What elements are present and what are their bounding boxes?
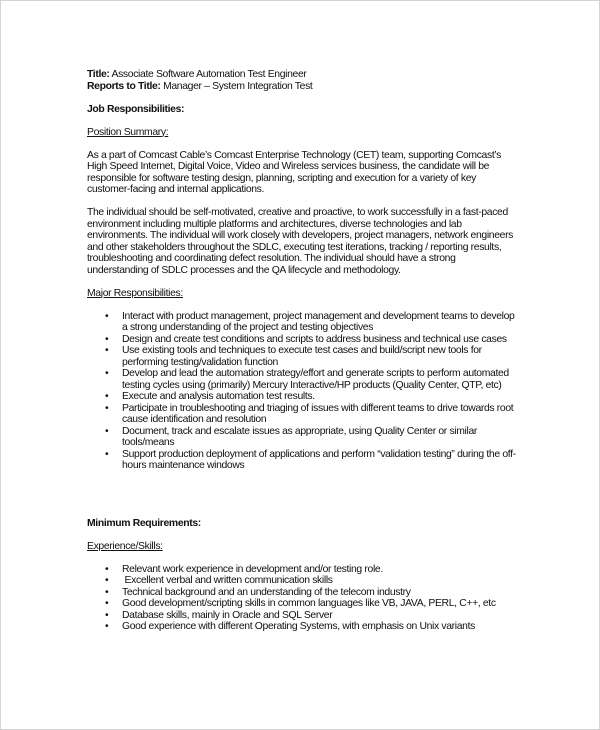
document-content [87, 69, 519, 633]
list-item: • Database skills, mainly in Oracle and SQL Server [87, 610, 519, 622]
list-item: • Good experience with different Operating Systems, with emphasis on Unix variants [87, 621, 519, 633]
minimum-requirements-heading: Minimum Requirements: [87, 517, 201, 529]
reports-to-value: Manager – System Integration Test [160, 80, 313, 92]
title-value: Associate Software Automation Test Engineer [109, 69, 307, 80]
position-summary-heading: Position Summary: [87, 126, 169, 138]
list-item: • Interact with product management, project management and development teams to develop a strong understanding of the project and testing objectives [87, 311, 519, 334]
list-item: • Design and create test conditions and scripts to address business and technical use cases [87, 334, 519, 346]
reports-to-line [87, 81, 519, 93]
summary-paragraph-2: The individual should be self-motivated, creative and proactive, to work successfully in a fast-paced environment including multiple platforms and architectures, diverse technologies and lab environments. The individual will work closely with developers, project managers, network engineers and other stakeholders throughout the SDLC, executing test iterations, tracking / reporting results, troubleshooting and coordinating defect resolution. The individual should have a strong understanding of SDLC processes and the QA lifecycle and methodology. [87, 207, 514, 276]
summary-paragraph-1: As a part of Comcast Cable’s Comcast Enterprise Technology (CET) team, supporting Comcast’s High Speed Internet, Digital Voice, Video and Wireless services business, the candidate will be responsible for software testing design, planning, scripting and execution for a variety of key customer-facing and internal applications. [87, 149, 501, 195]
list-item: • Execute and analysis automation test results. [87, 391, 519, 403]
title-label: Title: [87, 69, 110, 80]
list-item: • Document, track and escalate issues as appropriate, using Quality Center or similar tools/means [87, 426, 519, 449]
major-responsibilities-list [87, 311, 519, 472]
job-responsibilities-heading: Job Responsibilities: [87, 103, 185, 115]
major-responsibilities-heading: Major Responsibilities: [87, 287, 183, 299]
list-item: • Use existing tools and techniques to execute test cases and build/script new tools for performing testing/validation function [87, 345, 519, 368]
list-item: • Develop and lead the automation strategy/effort and generate scripts to perform automated testing cycles using (primarily) Mercury Interactive/HP products (Quality Center, QTP, etc) [87, 368, 519, 391]
list-item: • Technical background and an understanding of the telecom industry [87, 587, 519, 599]
experience-skills-heading: Experience/Skills: [87, 540, 163, 552]
experience-skills-list [87, 564, 519, 633]
title-line [87, 69, 519, 81]
list-item: • Participate in troubleshooting and triaging of issues with different teams to drive towards root cause identification and resolution [87, 403, 519, 426]
reports-to-label: Reports to Title: [87, 80, 161, 92]
list-item: • Relevant work experience in development and/or testing role. [87, 564, 519, 576]
list-item: • Excellent verbal and written communication skills [87, 575, 519, 587]
list-item: • Support production deployment of applications and perform “validation testing” during the off-hours maintenance windows [87, 449, 519, 472]
list-item: • Good development/scripting skills in common languages like VB, JAVA, PERL, C++, etc [87, 598, 519, 610]
